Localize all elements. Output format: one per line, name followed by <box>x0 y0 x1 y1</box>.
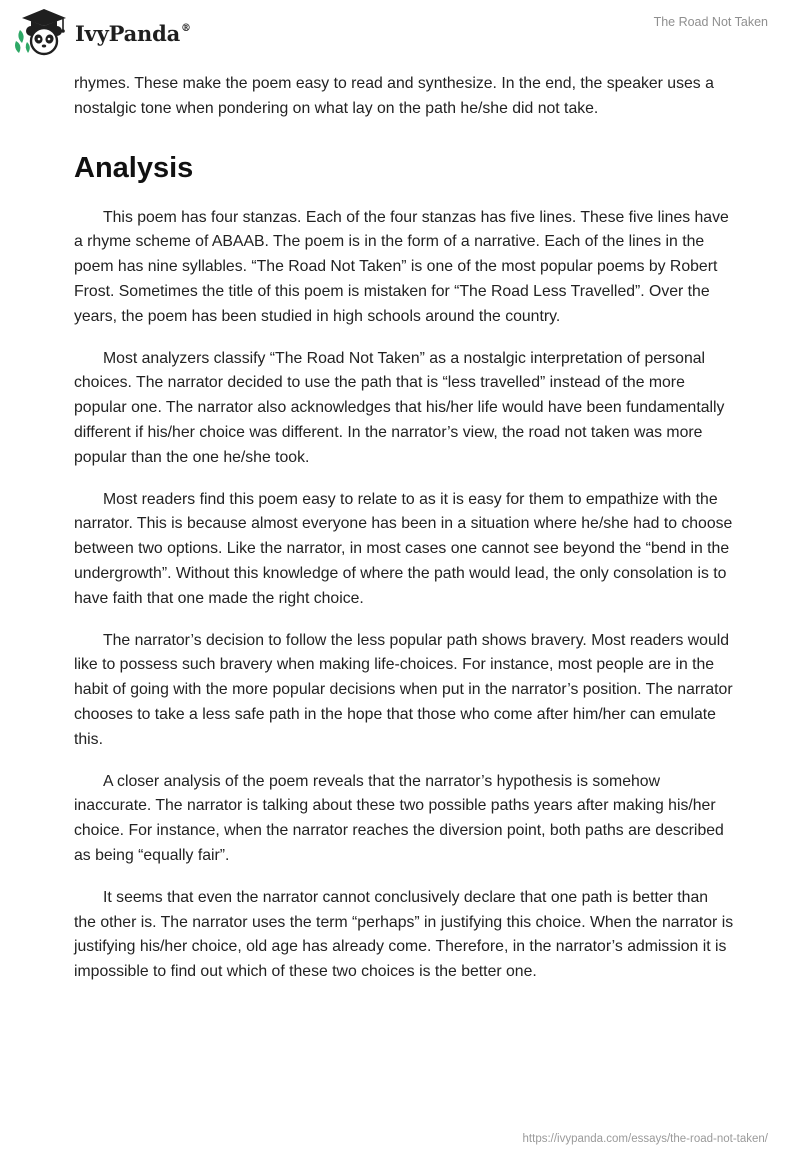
ivypanda-logo[interactable] <box>14 7 191 57</box>
analysis-paragraph-6: It seems that even the narrator cannot conclusively declare that one path is better than the other is. The narrator uses the term “perhaps” in justifying this choice. When the narrator is justifying his/her choice, old age has already come. Therefore, in the narrator’s admission it is impossible to find out which of these two choices is the better one. <box>74 888 734 981</box>
section-heading-analysis: Analysis <box>74 151 194 184</box>
analysis-paragraph-1: This poem has four stanzas. Each of the four stanzas has five lines. These five lines have a rhyme scheme of ABAAB. The poem is in the form of a narrative. Each of the lines in the poem has nine syllables. “The Road Not Taken” is one of the most popular poems by Robert Frost. Sometimes the title of this poem is mistaken for “The Road Less Travelled”. Over the years, the poem has been studied in high schools around the country. <box>74 208 729 325</box>
panda-graduation-cap-logo-icon <box>14 7 70 57</box>
source-url-link[interactable]: https://ivypanda.com/essays/the-road-not-taken/ <box>522 1133 768 1145</box>
running-title: The Road Not Taken <box>653 15 768 29</box>
analysis-paragraph-5: A closer analysis of the poem reveals that the narrator’s hypothesis is somehow inaccurate. The narrator is talking about these two possible paths years after making his/her choice. For instance, when the narrator reaches the diversion point, both paths are described as being “equally fair”. <box>74 772 724 864</box>
essay-content <box>74 72 734 1002</box>
analysis-paragraph-3: Most readers find this poem easy to relate to as it is easy for them to empathize with the narrator. This is because almost everyone has been in a situation where he/she had to choose between two options. Like the narrator, in most cases one cannot see beyond the “bend in the undergrowth”. Without this knowledge of where the path would lead, the only consolation is to have faith that one made the right choice. <box>74 490 733 607</box>
registered-mark: ® <box>181 22 191 34</box>
page-header <box>0 0 800 64</box>
analysis-paragraph-2: Most analyzers classify “The Road Not Taken” as a nostalgic interpretation of personal choices. The narrator decided to use the path that is “less travelled” instead of the more popular one. The narrator also acknowledges that his/her life would have been fundamentally different if his/her choice was different. In the narrator’s view, the road not taken was more popular than the one he/she took. <box>74 349 725 466</box>
analysis-paragraph-4: The narrator’s decision to follow the less popular path shows bravery. Most readers would like to possess such bravery when making life-choices. For instance, most people are in the habit of going with the more popular decisions when put in the narrator’s position. The narrator chooses to take a less safe path in the hope that those who come after him/her can emulate this. <box>74 631 733 748</box>
brand-name: IvyPanda® <box>75 20 191 46</box>
intro-continuation-paragraph: rhymes. These make the poem easy to read and synthesize. In the end, the speaker uses a nostalgic tone when pondering on what lay on the path he/she did not take. <box>74 75 714 117</box>
